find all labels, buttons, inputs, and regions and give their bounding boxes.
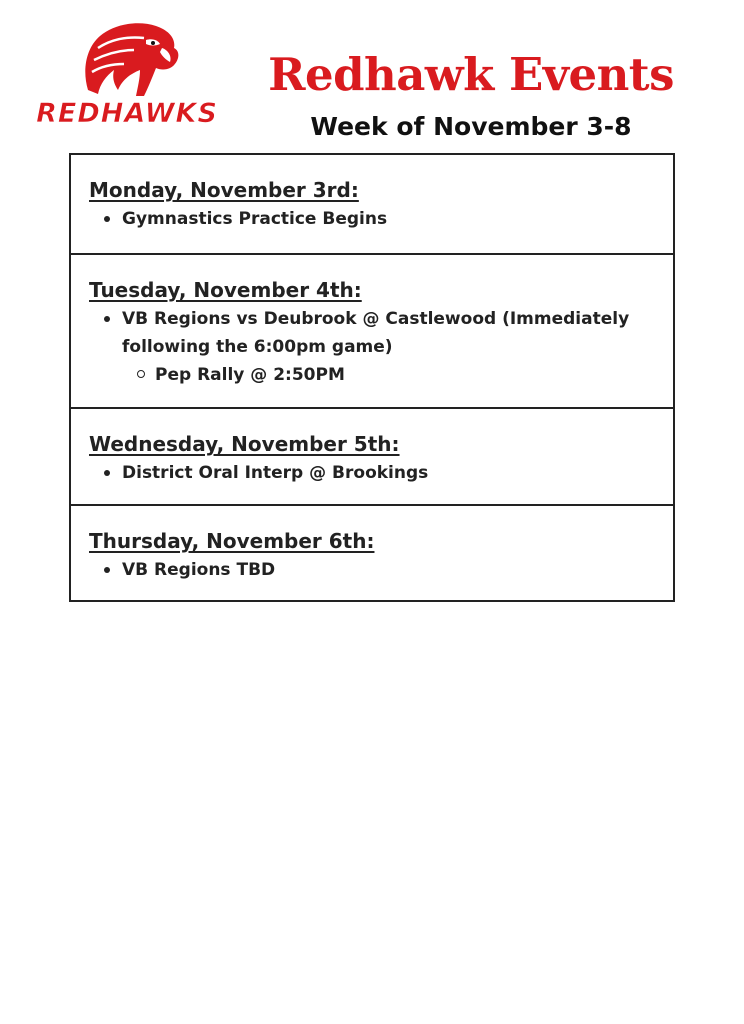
redhawks-logo xyxy=(26,18,228,128)
day-section-monday xyxy=(71,155,673,255)
day-heading: Wednesday, November 5th: xyxy=(89,432,400,456)
day-section-wednesday xyxy=(71,409,673,506)
event-item: District Oral Interp @ Brookings xyxy=(104,459,662,487)
page-subtitle: Week of November 3-8 xyxy=(310,112,632,141)
day-heading: Monday, November 3rd: xyxy=(89,178,359,202)
sub-event-item: Pep Rally @ 2:50PM xyxy=(137,361,673,389)
events-table xyxy=(69,153,675,602)
day-section-tuesday xyxy=(71,255,673,409)
day-heading: Thursday, November 6th: xyxy=(89,529,375,553)
logo-wordmark: REDHAWKS xyxy=(36,98,218,128)
day-section-thursday xyxy=(71,506,673,600)
page-title: Redhawk Events xyxy=(268,48,674,101)
event-item: VB Regions TBD xyxy=(104,556,662,584)
hawk-head-icon xyxy=(26,18,228,128)
event-item: Gymnastics Practice Begins xyxy=(104,205,662,233)
day-heading: Tuesday, November 4th: xyxy=(89,278,362,302)
event-item: VB Regions vs Deubrook @ Castlewood (Immediately following the 6:00pm game) xyxy=(104,305,662,361)
